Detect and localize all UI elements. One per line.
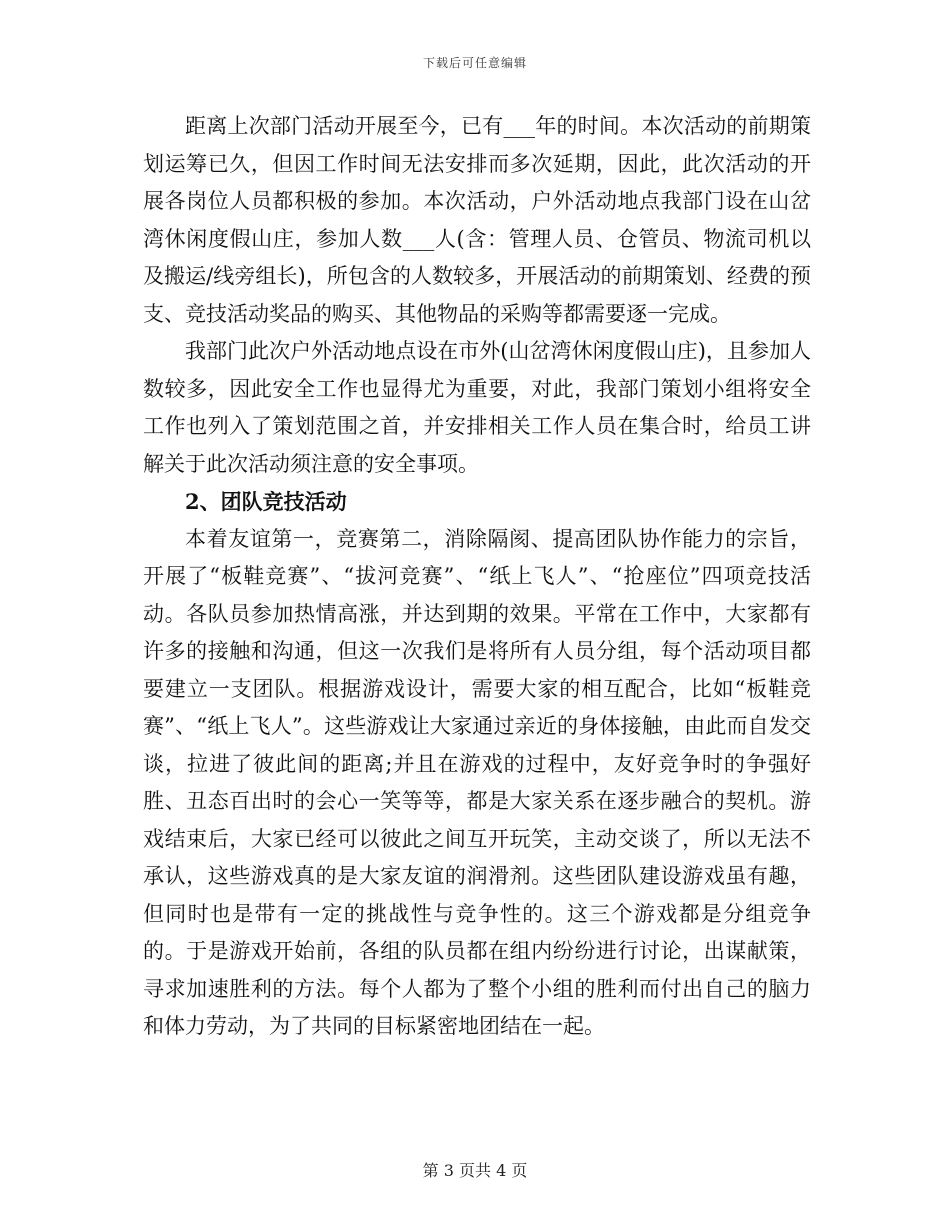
paragraph-team-competition: 本着友谊第一，竞赛第二，消除隔阂、提高团队协作能力的宗旨，开展了“板鞋竞赛”、“拔河竞赛”、“纸上飞人”、“抢座位”四项竞技活动。各队员参加热情高涨，并达到期的效果。平常在工作中，大家都有许多的接触和沟通，但这一次我们是将所有人员分组，每个活动项目都要建立一支团队。根据游戏设计，需要大家的相互配合，比如“板鞋竞赛”、“纸上飞人”。这些游戏让大家通过亲近的身体接触，由此而自发交谈，拉进了彼此间的距离;并且在游戏的过程中，友好竞争时的争强好胜、丑态百出时的会心一笑等等，都是大家关系在逐步融合的契机。游戏结束后，大家已经可以彼此之间互开玩笑，主动交谈了，所以无法不承认，这些游戏真的是大家友谊的润滑剂。这些团队建设游戏虽有趣，但同时也是带有一定的挑战性与竞争性的。这三个游戏都是分组竞争的。于是游戏开始前，各组的队员都在组内纷纷进行讨论，出谋献策，寻求加速胜利的方法。每个人都为了整个小组的胜利而付出自己的脑力和体力劳动，为了共同的目标紧密地团结在一起。	[143, 526, 811, 1038]
section-heading-team-competition: 2、团队竞技活动	[185, 489, 347, 514]
document-body	[143, 108, 811, 1046]
paragraph-safety: 我部门此次户外活动地点设在市外(山岔湾休闲度假山庄)，且参加人数较多，因此安全工作也显得尤为重要，对此，我部门策划小组将安全工作也列入了策划范围之首，并安排相关工作人员在集合时，给员工讲解关于此次活动须注意的安全事项。	[143, 339, 811, 476]
page-header: 下载后可任意编辑	[422, 56, 527, 70]
paragraph-activity-intro: 距离上次部门活动开展至今，已有___年的时间。本次活动的前期策划运筹已久，但因工作时间无法安排而多次延期，因此，此次活动的开展各岗位人员都积极的参加。本次活动，户外活动地点我部门设在山岔湾休闲度假山庄，参加人数___人(含：管理人员、仓管员、物流司机以及搬运/线旁组长)，所包含的人数较多，开展活动的前期策划、经费的预支、竞技活动奖品的购买、其他物品的采购等都需要逐一完成。	[143, 114, 811, 326]
page-footer: 第 3 页共 4 页	[422, 1161, 528, 1180]
